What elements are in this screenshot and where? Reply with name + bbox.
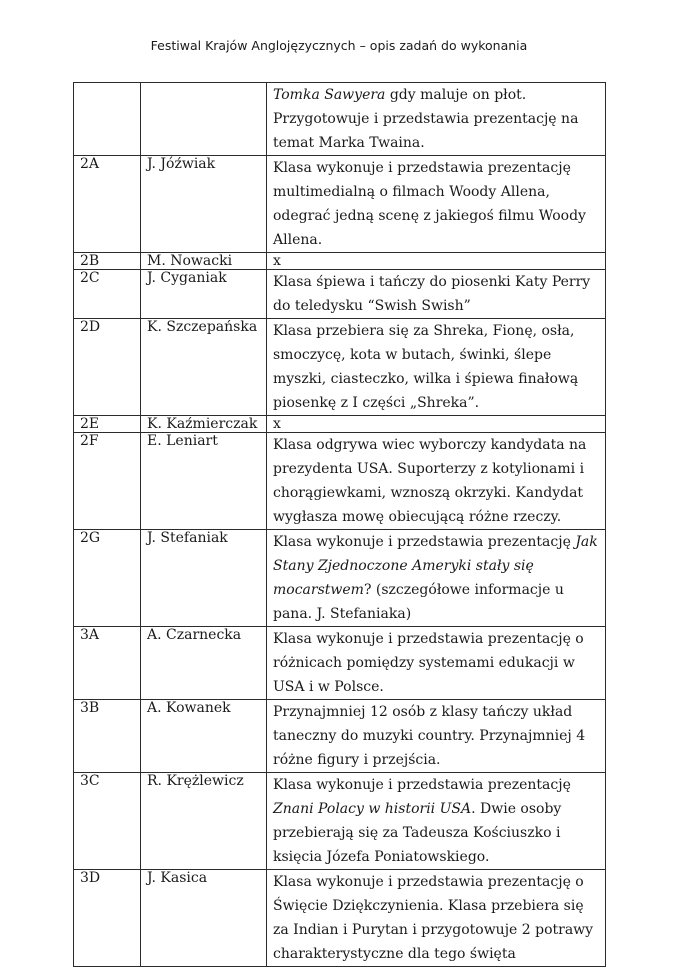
task-description-cell (267, 870, 606, 967)
task-text: Klasa przebiera się za Shreka, Fionę, osła, smoczycę, kota w butach, świnki, ślepe myszki, ciasteczko, wilka i śpiewa finałową piosenkę z I części „Shreka”. (273, 323, 579, 411)
task-text: x (273, 416, 281, 432)
teacher-cell: J. Kasica (141, 870, 267, 967)
task-text: gdy maluje on płot. Przygotowuje i przedstawia prezentację na temat Marka Twaina. (273, 87, 579, 151)
task-description-cell (267, 700, 606, 773)
teacher-cell: M. Nowacki (141, 253, 267, 270)
task-table (73, 82, 606, 967)
task-description-cell (267, 156, 606, 253)
page-header: Festiwal Krajów Anglojęzycznych – opis zadań do wykonania (150, 38, 528, 53)
teacher-cell: J. Stefaniak (141, 530, 267, 627)
class-cell: 3B (74, 700, 141, 773)
class-cell: 3C (74, 773, 141, 870)
table-row (74, 270, 606, 319)
task-description-cell (267, 270, 606, 319)
task-text: Klasa wykonuje i przedstawia prezentację (273, 777, 571, 793)
table-row (74, 433, 606, 530)
teacher-cell: J. Jóźwiak (141, 156, 267, 253)
teacher-cell: A. Czarnecka (141, 627, 267, 700)
class-cell (74, 83, 141, 156)
class-cell: 2E (74, 416, 141, 433)
table-row (74, 156, 606, 253)
task-description-cell (267, 773, 606, 870)
teacher-cell: K. Szczepańska (141, 319, 267, 416)
class-cell: 2C (74, 270, 141, 319)
table-row (74, 627, 606, 700)
teacher-cell: R. Krężlewicz (141, 773, 267, 870)
teacher-cell: J. Cyganiak (141, 270, 267, 319)
table-row (74, 870, 606, 967)
table-row (74, 253, 606, 270)
teacher-cell: K. Kaźmierczak (141, 416, 267, 433)
task-text-italic: Tomka Sawyera (273, 87, 386, 103)
teacher-cell: E. Leniart (141, 433, 267, 530)
task-text: Klasa odgrywa wiec wyborczy kandydata na prezydenta USA. Suporterzy z kotylionami i chorągiewkami, wznoszą okrzyki. Kandydat wygłasza mowę obiecującą różne rzeczy. (273, 437, 587, 525)
task-description-cell (267, 627, 606, 700)
task-description-cell (267, 433, 606, 530)
teacher-cell: A. Kowanek (141, 700, 267, 773)
task-text: ? (szczegółowe informacje u pana. J. Stefaniaka) (273, 582, 564, 622)
task-text: Klasa wykonuje i przedstawia prezentację o Święcie Dziękczynienia. Klasa przebiera się za Indian i Purytan i przygotowuje 2 potrawy charakterystyczne dla tego święta (273, 874, 594, 962)
task-text: Klasa wykonuje i przedstawia prezentację o różnicach pomiędzy systemami edukacji w USA i w Polsce. (273, 631, 584, 695)
table-row (74, 319, 606, 416)
task-text-italic: Jak Stany Zjednoczone Ameryki stały się mocarstwem (273, 534, 598, 598)
task-description-cell (267, 530, 606, 627)
task-description-cell (267, 416, 606, 433)
task-description-cell (267, 319, 606, 416)
task-table-body (74, 83, 606, 967)
task-description-cell (267, 253, 606, 270)
task-text: Klasa śpiewa i tańczy do piosenki Katy Perry do teledysku “Swish Swish” (273, 274, 591, 314)
task-description-cell (267, 83, 606, 156)
table-row (74, 773, 606, 870)
task-text-italic: Znani Polacy w historii USA (273, 801, 472, 817)
class-cell: 2A (74, 156, 141, 253)
class-cell: 2F (74, 433, 141, 530)
table-row (74, 416, 606, 433)
class-cell: 2G (74, 530, 141, 627)
class-cell: 2B (74, 253, 141, 270)
teacher-cell (141, 83, 267, 156)
task-text: . Dwie osoby przebierają się za Tadeusza Kościuszko i księcia Józefa Poniatowskiego. (273, 801, 562, 865)
table-row (74, 83, 606, 156)
class-cell: 3D (74, 870, 141, 967)
task-text: Przynajmniej 12 osób z klasy tańczy układ taneczny do muzyki country. Przynajmniej 4 różne figury i przejścia. (273, 704, 586, 768)
task-text: Klasa wykonuje i przedstawia prezentację multimedialną o filmach Woody Allena, odegrać jedną scenę z jakiegoś filmu Woody Allena. (273, 160, 586, 248)
table-row (74, 700, 606, 773)
task-text: Klasa wykonuje i przedstawia prezentację (273, 534, 576, 550)
class-cell: 2D (74, 319, 141, 416)
class-cell: 3A (74, 627, 141, 700)
table-row (74, 530, 606, 627)
task-text: x (273, 253, 281, 269)
